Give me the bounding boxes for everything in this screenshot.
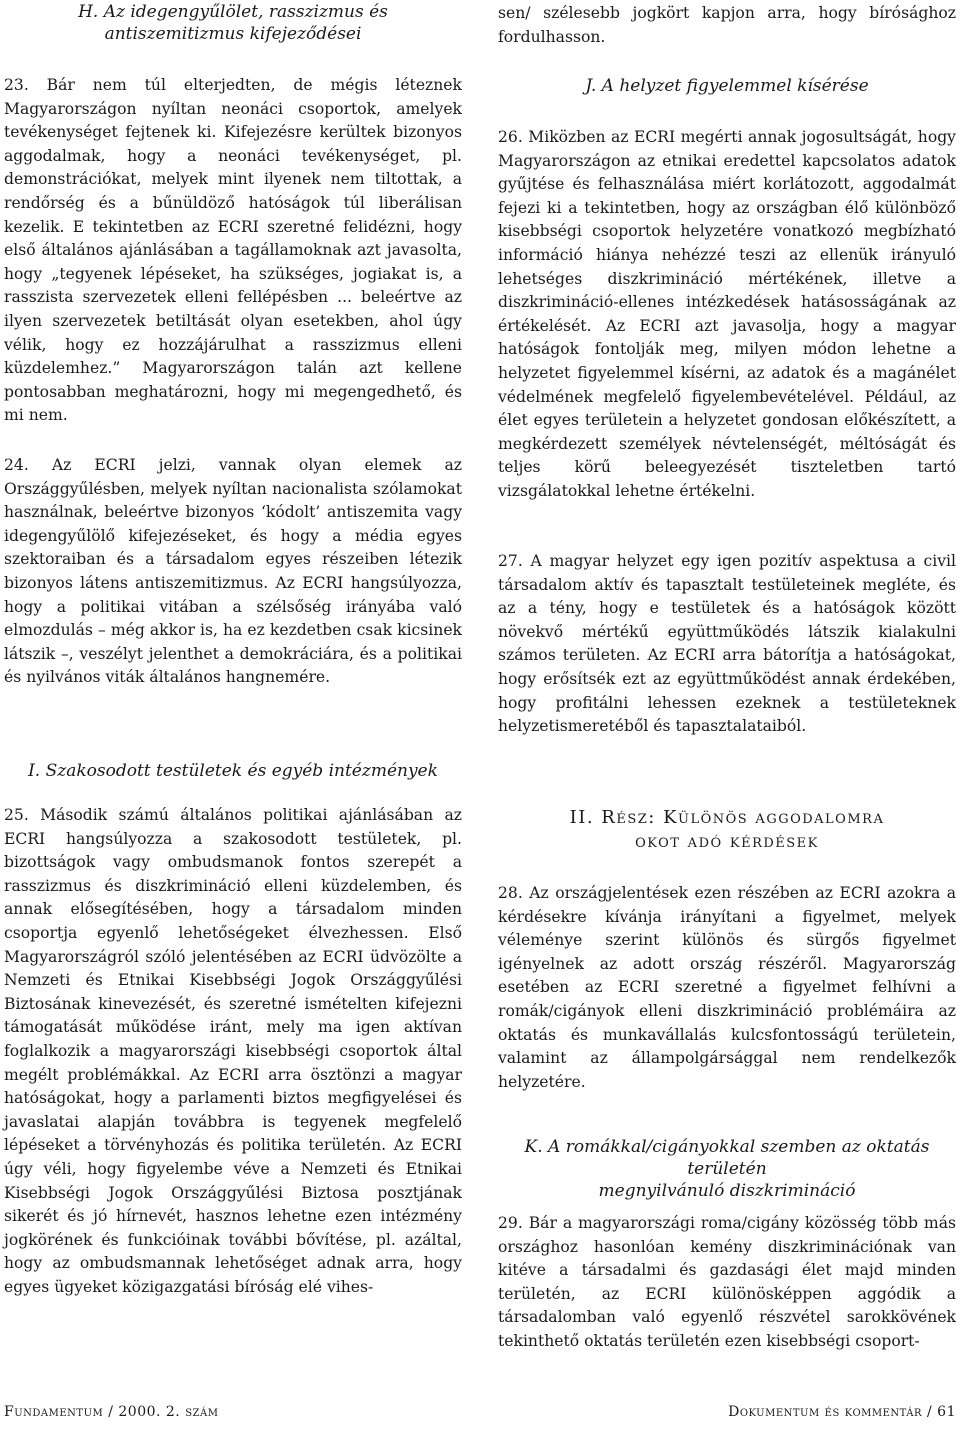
section-title-line-2: okot adó kérdések [635,831,819,852]
paragraph-26: 26. Miközben az ECRI megérti annak jogosultságát, hogy Magyarországon az etnikai eredettel kapcsolatos adatok gyűjtése és felhasználása miért korlátozott, aggodalmát fejezi ki a tekintetben, hogy az országban élő különböző kisebbségi csoportok helyzetére vonatkozó megbízható információ hiánya nehézzé teszi az ellenük irányuló lehetséges diszkrimináció mértékének, illetve a diszkrimináció-ellenes intézkedések hatásosságának az értékelését. Az ECRI azt javasolja, hogy a magyar hatóságok fontolják meg, milyen módon lehetne a helyzetet figyelemmel kísérni, az adatok és a magánélet védelmének megfelelő figyelembevételével. Például, az élet egyes területein a helyzetet gondosan előkészített, a megkérdezett személyek névtelenségét, méltóságát és teljes körű beleegyezését tiszteletben tartó vizsgálatokkal lehetne értékelni. [498,128,956,500]
heading-k [498,1136,956,1202]
heading-h [4,1,462,45]
heading-k-line-1: K. A romákkal/cigányokkal szemben az oktatás területén [524,1137,930,1179]
paragraph-27: 27. A magyar helyzet egy igen pozitív aspektusa a civil társadalom aktív és tapasztalt testületeinek megléte, és az a tény, hogy e testületek és a hatóságok között növekvő mértékű együttműködés látszik kialakulni számos területen. Az ECRI arra bátorítja a hatóságokat, hogy erősítsék ezt az együttműködést annak érdekében, hogy profitálni lehessen ezeknek a testületeknek helyzetismeretéből és tapasztalataiból. [498,552,956,736]
heading-i: I. Szakosodott testületek és egyéb intézmények [28,761,438,781]
heading-j: J. A helyzet figyelemmel kísérése [585,76,869,96]
paragraph-25-continued: sen/ szélesebb jogkört kapjon arra, hogy bírósághoz fordulhasson. [498,4,956,46]
section-title [498,806,956,854]
heading-h-line-1: H. Az idegengyűlölet, rasszizmus és [78,2,388,22]
paragraph-29: 29. Bár a magyarországi roma/cigány közösség több más országhoz hasonlóan kemény diszkriminációnak van kitéve a társadalmi és gazdasági élet majd minden területén, az ECRI különösképpen aggódik a társadalomban való egyenlő részvétel sarokkövének tekinthető oktatás területén ezen kisebbségi csoport- [498,1214,956,1350]
heading-h-line-2: antiszemitizmus kifejeződései [104,24,362,44]
paragraph-25: 25. Második számú általános politikai ajánlásában az ECRI hangsúlyozza a szakosodott testületek, pl. bizottságok vagy ombudsmanok fontos szerepét a rasszizmus és diszkrimináció elleni küzdelemben, és annak elősegítésében, hogy a társadalom minden csoportja egyenlő lehetőségeket élvezhessen. Első Magyarországról szóló jelentésében az ECRI üdvözölte a Nemzeti és Etnikai Kisebbségi Jogok Országgyűlési Biztosának kinevezését, és szeretné ismételten kifejezni támogatását működése iránt, mely ma igen aktívan foglalkozik a magyarországi kisebbségi csoportok által megélt problémákkal. Az ECRI arra ösztönzi a magyar hatóságokat, hogy a parlamenti biztos megfigyelései és javaslatai alapján továbbra is tegyenek megfelelő lépéseket a törvényhozás és politika területén. Az ECRI úgy véli, hogy figyelembe véve a Nemzeti és Etnikai Kisebbségi Jogok Országgyűlési Biztosa posztjának sikerét és jó hírnevét, hasznos lehetne ezen intézmény jogkörének és funkcióinak további bővítése, pl. azáltal, hogy az ombudsmannak lehetőséget adnak arra, hogy egyes ügyeket közigazgatási bíróság elé vihes- [4,806,462,1296]
paragraph-24: 24. Az ECRI jelzi, vannak olyan elemek az Országgyűlésben, melyek nyíltan nacionalista szólamokat használnak, beleértve bizonyos ‘kódolt’ antiszemita vagy idegengyűlölő kifejezéseket, és hogy a média egyes szektoraiban és a társadalom egyes részeiben létezik bizonyos látens antiszemitizmus. Az ECRI hangsúlyozza, hogy a politikai vitában a szélsőség irányába való elmozdulás – még akkor is, ha ez kezdetben csak kicsinek látszik –, veszélyt jelenthet a demokráciára, és a politikai és nyilvános viták általános hangnemére. [4,456,462,687]
section-title-line-1: II. Rész: Különös aggodalomra [569,807,885,828]
paragraph-23: 23. Bár nem túl elterjedten, de mégis léteznek Magyarországon nyíltan neonáci csoportok, amelyek tevékenységet fejtenek ki. Kifejezésre kerültek bizonyos aggodalmak, hogy a neonáci tevékenységet, pl. demonstrációkat, melyek mint ilyenek nem tiltottak, a rendőrség és a bűnüldöző hatóságok túl liberálisan kezelik. E tekintetben az ECRI szeretné felidézni, hogy első általános ajánlásában a tagállamoknak azt javasolta, hogy „tegyenek lépéseket, ha szükséges, jogiakat is, a rasszista szervezetek elleni fellépésben ... beleértve az ilyen szervezetek betiltását olyan esetekben, ahol úgy vélik, hogy ez hozzájárulhat a rasszizmus elleni küzdelemhez.” Magyarországon talán azt kellene pontosabban meghatározni, hogy mi megengedhető, és mi nem. [4,76,462,425]
heading-k-line-2: megnyilvánuló diszkrimináció [598,1181,856,1201]
paragraph-28: 28. Az országjelentések ezen részében az ECRI azokra a kérdésekre kívánja irányítani a figyelmet, melyek véleménye szerint különös és sürgős figyelmet igényelnek az adott ország részéről. Magyarország esetében az ECRI szeretné a figyelmet felhívni a romák/cigányok elleni diszkrimináció problémáira az oktatás és munkavállalás kulcsfontosságú területein, valamint az állampolgársággal nem rendelkezők helyzetére. [498,884,956,1091]
footer-journal: Fundamentum / 2000. 2. szám [4,1404,219,1420]
footer-section-page: Dokumentum és kommentár / 61 [728,1404,956,1420]
